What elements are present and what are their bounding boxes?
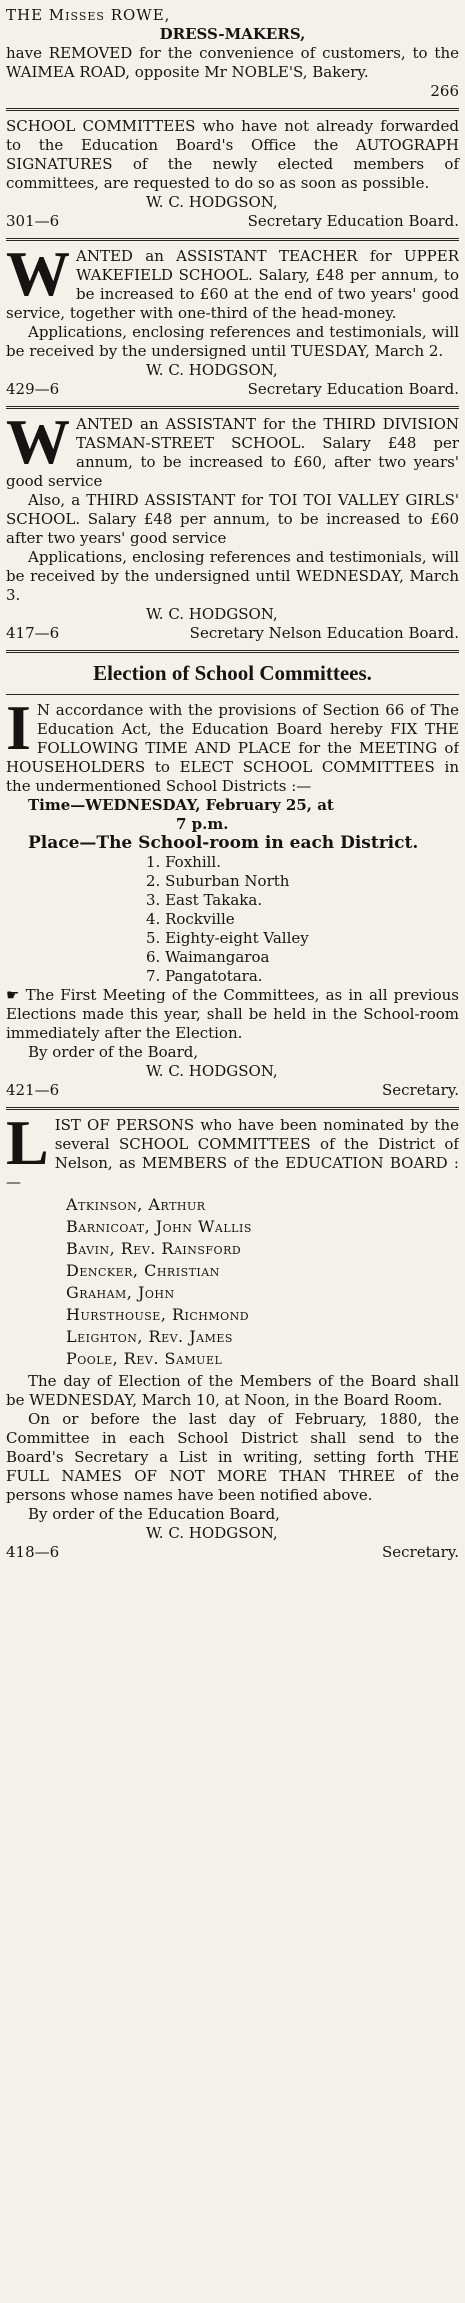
nominee-name: Dencker, Christian (66, 1261, 220, 1280)
ad-tasman-body: ANTED an ASSISTANT for the THIRD DIVISION TASMAN-STREET SCHOOL. Salary £48 per annum, to be increased to £60, after two years' good service (6, 415, 459, 490)
ad-tasman-signer: W. C. HODGSON, (146, 605, 278, 623)
ad-upper-wakefield-lead (6, 247, 459, 323)
ad-tasman-dropcap: W (6, 415, 70, 477)
ad-upper-wakefield-title: Secretary Education Board. (247, 380, 459, 398)
divider (6, 406, 459, 409)
ad-tasman-lead (6, 415, 459, 491)
ad-election-lead (6, 701, 459, 796)
ad-list-footer (6, 1543, 459, 1562)
divider (6, 650, 459, 653)
district-item: 7. Pangatotara. (146, 967, 263, 985)
ad-upper-wakefield-apply: Applications, enclosing references and testimonials, will be received by the undersigned until TUESDAY, March 2. (6, 323, 459, 360)
district-item: 2. Suburban North (146, 872, 290, 890)
nominee-name: Barnicoat, John Wallis (66, 1217, 252, 1236)
ad-tasman-apply: Applications, enclosing references and testimonials, will be received by the undersigned until WEDNESDAY, March 3. (6, 548, 459, 604)
ad-tasman-title: Secretary Nelson Education Board. (189, 624, 459, 642)
ad-list-by-order: By order of the Education Board, (28, 1505, 280, 1523)
ad-signatures-title: Secretary Education Board. (247, 212, 459, 230)
ad-election-school-committees (6, 659, 459, 1100)
ad-list-before: On or before the last day of February, 1880, the Committee in each School District shall send to the Board's Secretary a List in writing, setting forth THE FULL NAMES OF NOT MORE THAN THREE of the persons whose names have been notified above. (6, 1410, 459, 1504)
ad-election-districts (6, 853, 459, 986)
nominee-name: Bavin, Rev. Rainsford (66, 1239, 242, 1258)
ad-rowe-body: have REMOVED for the convenience of customers, to the WAIMEA ROAD, opposite Mr NOBLE'S, Bakery. (6, 44, 459, 81)
nominee-name: Atkinson, Arthur (66, 1195, 206, 1214)
divider (6, 1107, 459, 1110)
divider (6, 108, 459, 111)
ad-signatures-footer (6, 212, 459, 231)
ad-election-signer: W. C. HODGSON, (146, 1062, 278, 1080)
ad-rowe-heading: THE Misses ROWE, (6, 6, 171, 24)
district-item: 4. Rockville (146, 910, 235, 928)
divider (6, 238, 459, 241)
ad-tasman-also: Also, a THIRD ASSISTANT for TOI TOI VALLEY GIRLS' SCHOOL. Salary £48 per annum, to be increased to £60 after two years' good service (6, 491, 459, 547)
ad-list-title: Secretary. (382, 1543, 459, 1561)
district-item: 6. Waimangaroa (146, 948, 270, 966)
ad-list-ref: 418—6 (6, 1543, 60, 1561)
ad-election-dropcap: I (6, 701, 31, 763)
ad-election-footer (6, 1081, 459, 1100)
ad-rowe-dressmakers (6, 6, 459, 101)
ad-election-title: Secretary. (382, 1081, 459, 1099)
district-item: 3. East Takaka. (146, 891, 263, 909)
ad-election-heading: Election of School Committees. (93, 661, 372, 685)
ad-election-time: Time—WEDNESDAY, February 25, at (28, 796, 334, 814)
ad-upper-wakefield-body: ANTED an ASSISTANT TEACHER for UPPER WAKEFIELD SCHOOL. Salary, £48 per annum, to be increased to £60 at the end of two years' good service, together with one-third of the head-money. (6, 247, 459, 322)
nominee-name: Graham, John (66, 1283, 175, 1302)
ad-signatures-ref: 301—6 (6, 212, 60, 230)
nominee-name: Hursthouse, Richmond (66, 1305, 250, 1324)
ad-election-by-order: By order of the Board, (28, 1043, 199, 1061)
ad-election-first-meeting (6, 986, 459, 1043)
ad-upper-wakefield-signer: W. C. HODGSON, (146, 361, 278, 379)
nominee-name: Leighton, Rev. James (66, 1327, 233, 1346)
ad-list-of-persons (6, 1116, 459, 1562)
ad-list-dropcap: L (6, 1116, 49, 1178)
ad-election-first-meeting-text: The First Meeting of the Committees, as in all previous Elections made this year, shall be held in the School-room immediately after the Election. (6, 986, 459, 1042)
ad-election-time-hour: 7 p.m. (176, 815, 229, 833)
ad-signatures-body: SCHOOL COMMITTEES who have not already forwarded to the Education Board's Office the AUTOGRAPH SIGNATURES of the newly elected members of committees, are requested to do so as soon as possible. (6, 117, 459, 192)
divider (6, 694, 459, 695)
ad-upper-wakefield-ref: 429—6 (6, 380, 60, 398)
ad-upper-wakefield-dropcap: W (6, 247, 70, 309)
ad-tasman-street (6, 415, 459, 643)
ad-list-body: IST OF PERSONS who have been nominated by the several SCHOOL COMMITTEES of the District of Nelson, as MEMBERS of the EDUCATION BOARD :— (6, 1116, 459, 1191)
ad-election-place: Place—The School-room in each District. (28, 833, 419, 853)
district-item: 5. Eighty-eight Valley (146, 929, 309, 947)
ad-election-ref: 421—6 (6, 1081, 60, 1099)
ad-upper-wakefield-footer (6, 380, 459, 399)
ad-list-signer: W. C. HODGSON, (146, 1524, 278, 1542)
ad-list-lead (6, 1116, 459, 1192)
ad-election-body: N accordance with the provisions of Section 66 of The Education Act, the Education Board hereby FIX THE FOLLOWING TIME AND PLACE for the MEETING of HOUSEHOLDERS to ELECT SCHOOL COMMITTEES in the undermentioned School Districts :— (6, 701, 459, 795)
ad-autograph-signatures (6, 117, 459, 231)
pointing-hand-icon: ☛ (6, 986, 20, 1004)
ad-upper-wakefield (6, 247, 459, 399)
ad-list-election-day: The day of Election of the Members of the Board shall be WEDNESDAY, March 10, at Noon, in the Board Room. (6, 1372, 459, 1409)
ad-list-names (6, 1194, 459, 1370)
ad-tasman-footer (6, 624, 459, 643)
ad-tasman-ref: 417—6 (6, 624, 60, 642)
ad-signatures-signer: W. C. HODGSON, (146, 193, 278, 211)
ad-rowe-ref: 266 (430, 82, 459, 100)
nominee-name: Poole, Rev. Samuel (66, 1349, 223, 1368)
district-item: 1. Foxhill. (146, 853, 221, 871)
ad-rowe-subheading: DRESS-MAKERS, (159, 25, 306, 43)
